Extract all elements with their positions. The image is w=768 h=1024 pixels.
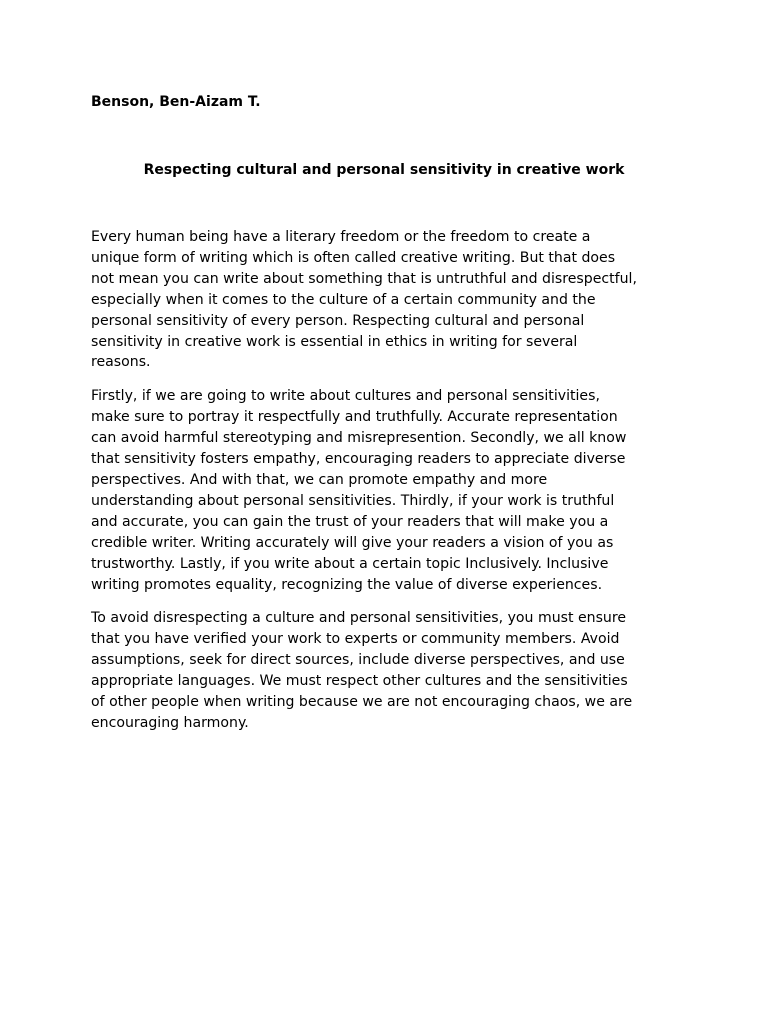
- text-line: writing promotes equality, recognizing the value of diverse experiences.: [91, 576, 603, 593]
- text-line: not mean you can write about something that is untruthful and disrespectful,: [91, 270, 637, 287]
- text-line: of other people when writing because we are not encouraging chaos, we are: [91, 694, 633, 711]
- document-body: [91, 227, 681, 747]
- text-line: unique form of writing which is often called creative writing. But that does: [91, 249, 616, 266]
- text-line: and accurate, you can gain the trust of your readers that will make you a: [91, 513, 609, 530]
- text-line: appropriate languages. We must respect other cultures and the sensitivities: [91, 673, 628, 690]
- text-line: that sensitivity fosters empathy, encouraging readers to appreciate diverse: [91, 451, 626, 468]
- paragraph-1: [91, 227, 681, 373]
- text-line: credible writer. Writing accurately will give your readers a vision of you as: [91, 534, 614, 551]
- text-line: Every human being have a literary freedom or the freedom to create a: [91, 229, 591, 245]
- author-name: Benson, Ben-Aizam T.: [91, 94, 261, 110]
- text-line: personal sensitivity of every person. Respecting cultural and personal: [91, 312, 585, 329]
- text-line: make sure to portray it respectfully and truthfully. Accurate representation: [91, 409, 618, 426]
- text-line: perspectives. And with that, we can promote empathy and more: [91, 471, 548, 488]
- text-line: reasons.: [91, 354, 151, 371]
- text-line: trustworthy. Lastly, if you write about a certain topic Inclusively. Inclusive: [91, 555, 609, 572]
- text-line: Firstly, if we are going to write about cultures and personal sensitivities,: [91, 388, 600, 405]
- document-title: Respecting cultural and personal sensitivity in creative work: [143, 162, 625, 178]
- text-line: can avoid harmful stereotyping and misrepresention. Secondly, we all know: [91, 430, 627, 447]
- text-line: encouraging harmony.: [91, 714, 249, 731]
- text-line: sensitivity in creative work is essential in ethics in writing for several: [91, 333, 578, 350]
- paragraph-3: [91, 608, 681, 733]
- text-line: assumptions, seek for direct sources, include diverse perspectives, and use: [91, 652, 625, 669]
- text-line: that you have verified your work to experts or community members. Avoid: [91, 631, 620, 648]
- text-line: understanding about personal sensitivities. Thirdly, if your work is truthful: [91, 492, 615, 509]
- text-line: especially when it comes to the culture of a certain community and the: [91, 291, 596, 308]
- text-line: To avoid disrespecting a culture and personal sensitivities, you must ensure: [91, 610, 627, 627]
- paragraph-2: [91, 386, 681, 595]
